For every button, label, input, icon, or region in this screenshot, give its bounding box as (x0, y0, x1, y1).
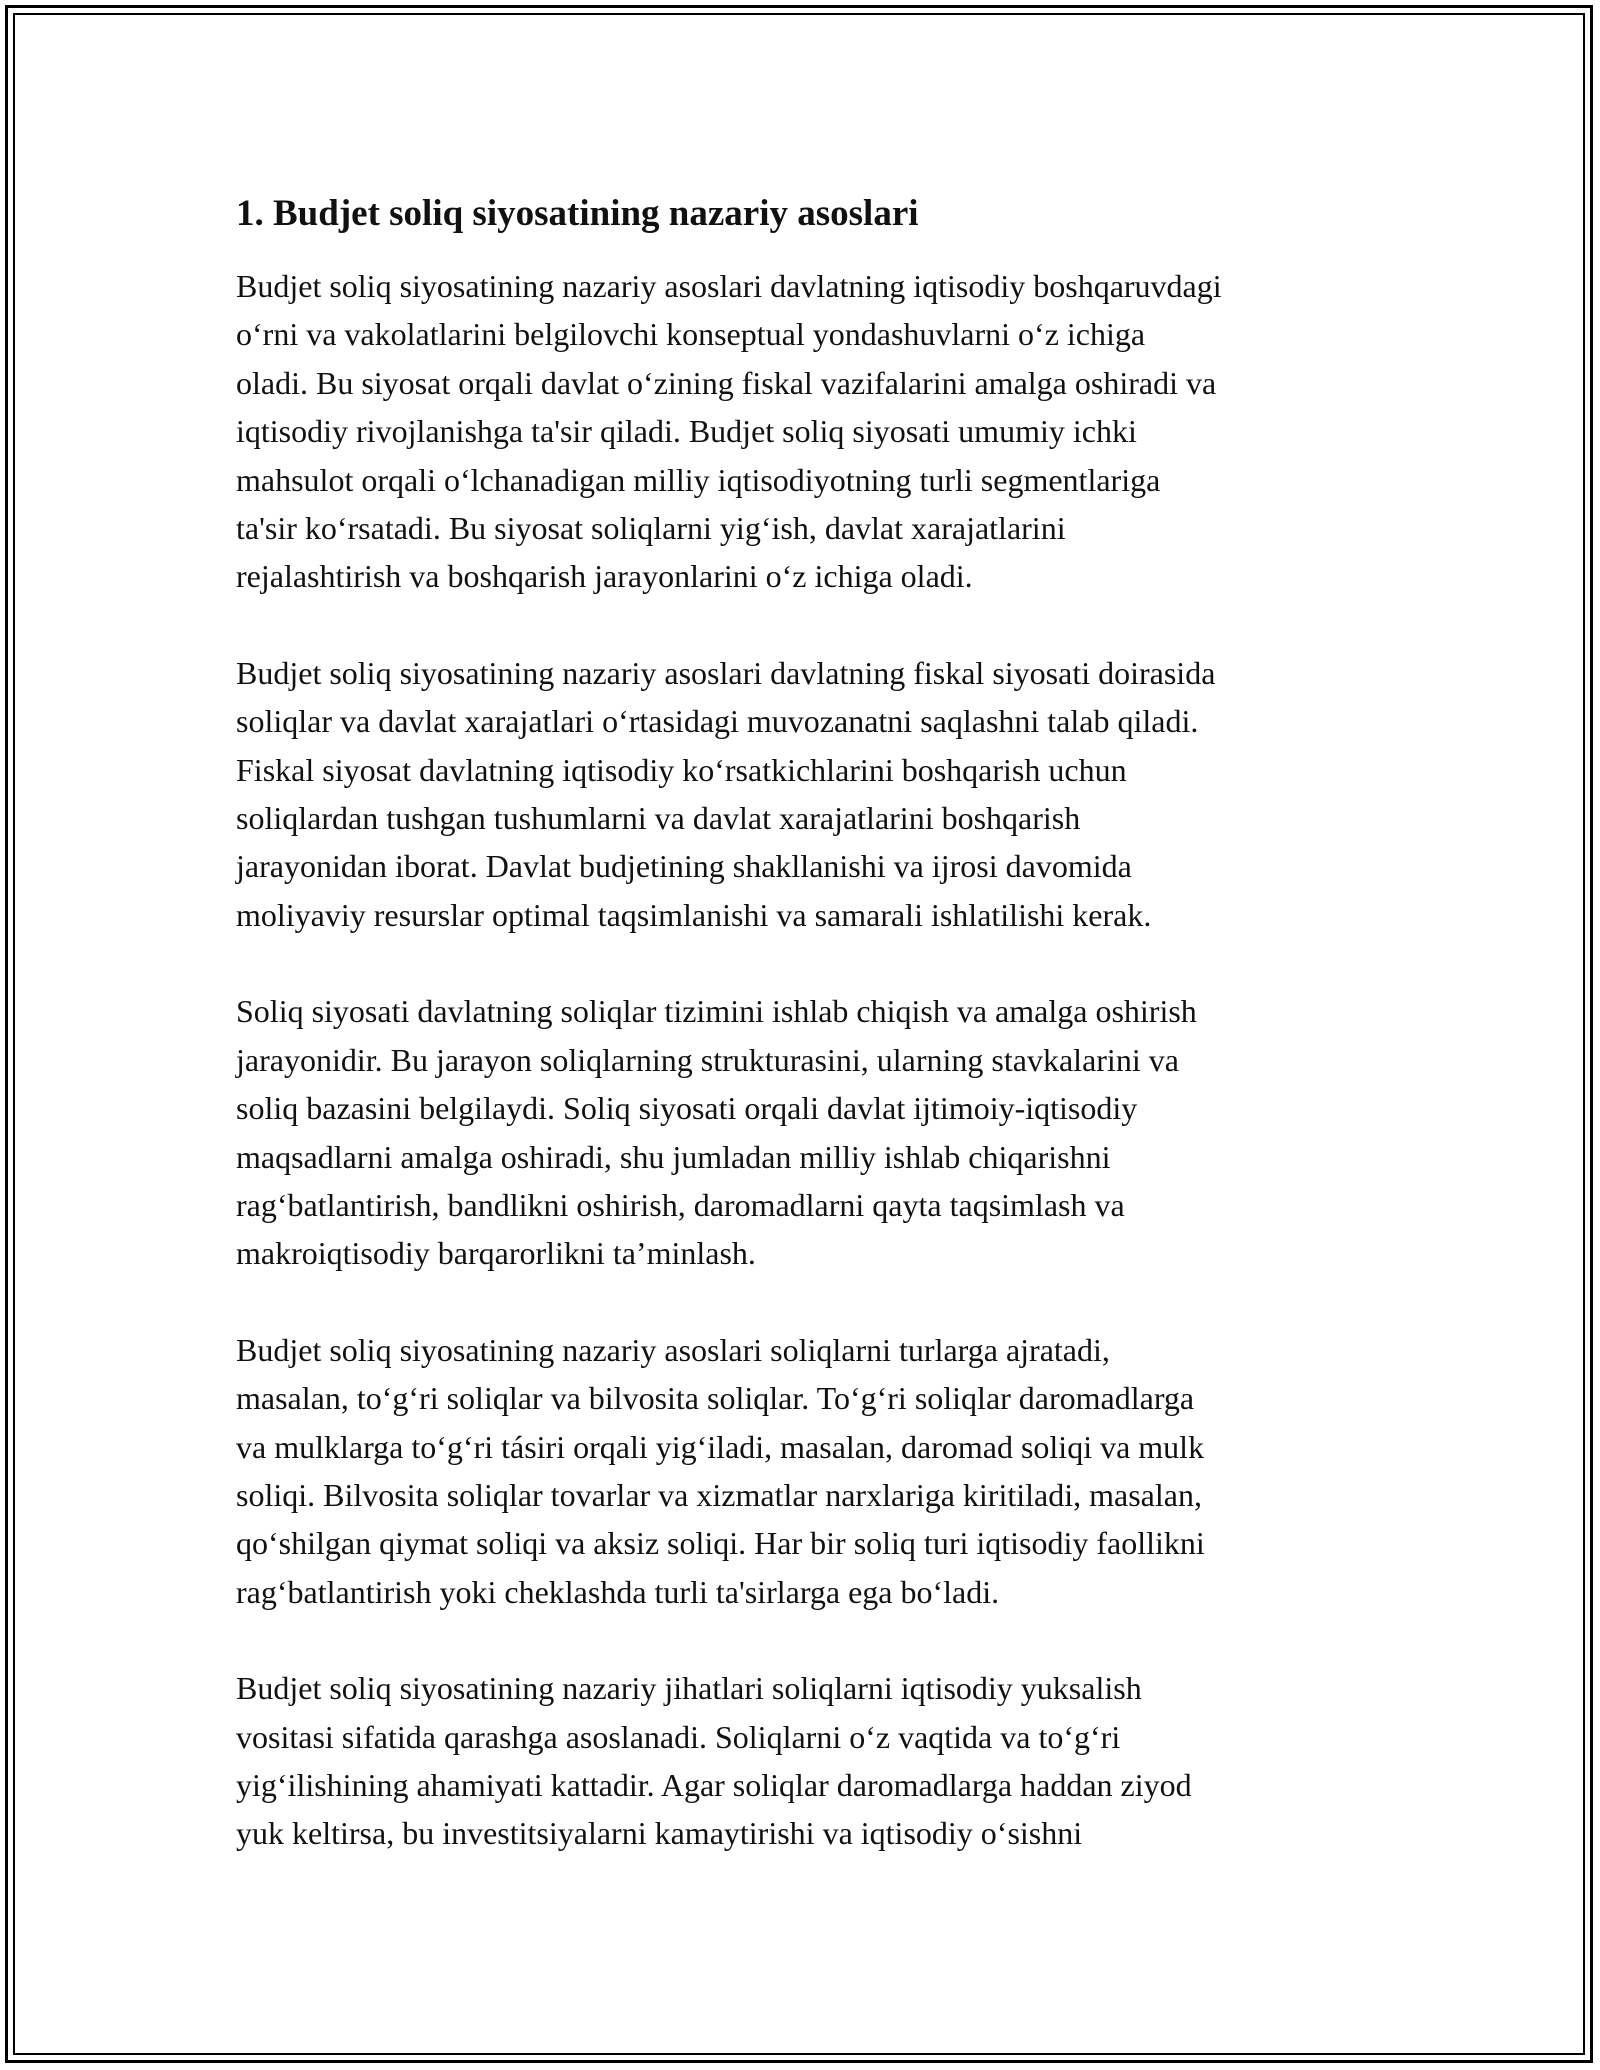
text-line: moliyaviy resurslar optimal taqsimlanishi va samarali ishlatilishi kerak. (236, 896, 1152, 933)
section-heading: 1. Budjet soliq siyosatining nazariy asoslari (236, 193, 919, 234)
text-line: soliqlar va davlat xarajatlari o‘rtasidagi muvozanatni saqlashni talab qiladi. (236, 703, 1199, 740)
text-line: vositasi sifatida qarashga asoslanadi. Soliqlarni o‘z vaqtida va to‘g‘ri (236, 1718, 1121, 1755)
paragraph-5 (236, 1664, 1386, 1858)
text-line: Soliq siyosati davlatning soliqlar tizimini ishlab chiqish va amalga oshirish (236, 993, 1197, 1030)
text-line: yig‘ilishining ahamiyati kattadir. Agar soliqlar daromadlarga haddan ziyod (236, 1766, 1192, 1803)
text-line: makroiqtisodiy barqarorlikni ta’minlash. (236, 1235, 756, 1272)
text-line: Budjet soliq siyosatining nazariy asoslari soliqlarni turlarga ajratadi, (236, 1331, 1110, 1368)
text-line: mahsulot orqali o‘lchanadigan milliy iqtisodiyotning turli segmentlariga (236, 461, 1161, 498)
text-line: oladi. Bu siyosat orqali davlat o‘zining fiskal vazifalarini amalga oshiradi va (236, 364, 1217, 401)
document-body (236, 186, 1386, 1906)
text-line: maqsadlarni amalga oshiradi, shu jumladan milliy ishlab chiqarishni (236, 1138, 1111, 1175)
text-line: jarayonidir. Bu jarayon soliqlarning strukturasini, ularning stavkalarini va (236, 1041, 1179, 1078)
paragraph-4 (236, 1326, 1386, 1616)
text-line: soliq bazasini belgilaydi. Soliq siyosati orqali davlat ijtimoiy-iqtisodiy (236, 1090, 1138, 1127)
text-line: va mulklarga to‘g‘ri tásiri orqali yig‘iladi, masalan, daromad soliqi va mulk (236, 1428, 1205, 1465)
text-line: rag‘batlantirish, bandlikni oshirish, daromadlarni qayta taqsimlash va (236, 1186, 1125, 1223)
text-line: soliqlardan tushgan tushumlarni va davlat xarajatlarini boshqarish (236, 800, 1081, 837)
text-line: iqtisodiy rivojlanishga ta'sir qiladi. Budjet soliq siyosati umumiy ichki (236, 413, 1137, 450)
text-line: o‘rni va vakolatlarini belgilovchi konseptual yondashuvlarni o‘z ichiga (236, 316, 1146, 353)
text-line: rejalashtirish va boshqarish jarayonlarini o‘z ichiga oladi. (236, 558, 973, 595)
paragraph-3 (236, 987, 1386, 1277)
text-line: rag‘batlantirish yoki cheklashda turli ta'sirlarga ega bo‘ladi. (236, 1573, 1000, 1610)
text-line: yuk keltirsa, bu investitsiyalarni kamaytirishi va iqtisodiy o‘sishni (236, 1815, 1083, 1852)
text-line: Fiskal siyosat davlatning iqtisodiy ko‘rsatkichlarini boshqarish uchun (236, 751, 1127, 788)
text-line: Budjet soliq siyosatining nazariy jihatlari soliqlarni iqtisodiy yuksalish (236, 1670, 1142, 1707)
text-line: ta'sir ko‘rsatadi. Bu siyosat soliqlarni yig‘ish, davlat xarajatlarini (236, 510, 1066, 547)
text-line: qo‘shilgan qiymat soliqi va aksiz soliqi. Har bir soliq turi iqtisodiy faollikni (236, 1525, 1205, 1562)
text-line: soliqi. Bilvosita soliqlar tovarlar va xizmatlar narxlariga kiritiladi, masalan, (236, 1476, 1202, 1513)
text-line: jarayonidan iborat. Davlat budjetining shakllanishi va ijrosi davomida (236, 848, 1132, 885)
text-line: Budjet soliq siyosatining nazariy asoslari davlatning fiskal siyosati doirasida (236, 654, 1216, 691)
paragraph-1 (236, 262, 1386, 601)
paragraph-2 (236, 649, 1386, 939)
text-line: masalan, to‘g‘ri soliqlar va bilvosita soliqlar. To‘g‘ri soliqlar daromadlarga (236, 1380, 1195, 1417)
text-line: Budjet soliq siyosatining nazariy asoslari davlatning iqtisodiy boshqaruvdagi (236, 268, 1222, 304)
